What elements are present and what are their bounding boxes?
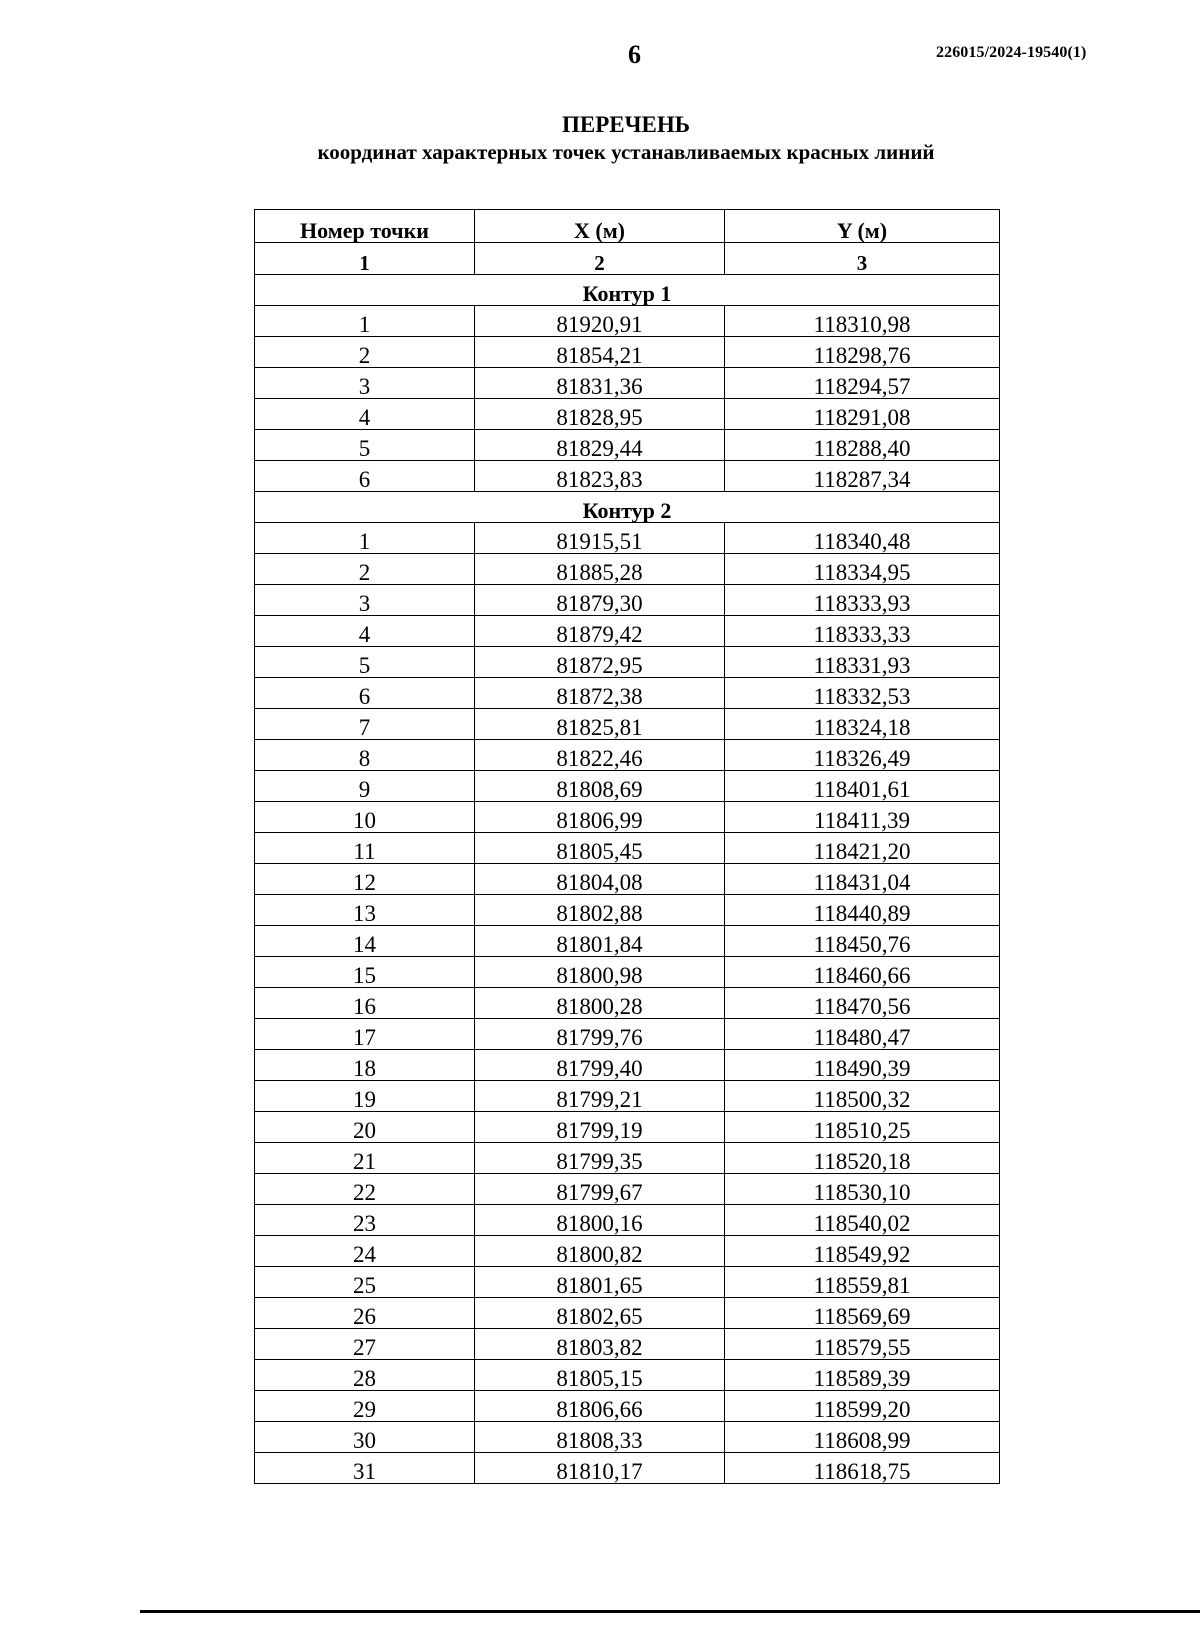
table-row — [255, 988, 1000, 1019]
table-row — [255, 1174, 1000, 1205]
column-header-y: Y (м) — [725, 210, 1000, 243]
y-coordinate-cell: 118520,18 — [725, 1143, 1000, 1174]
point-number-cell: 1 — [255, 306, 475, 337]
contour-label: Контур 2 — [255, 492, 1000, 523]
y-coordinate-cell: 118589,39 — [725, 1360, 1000, 1391]
table-row — [255, 1050, 1000, 1081]
column-number-row — [255, 243, 1000, 275]
point-number-cell: 20 — [255, 1112, 475, 1143]
table-row — [255, 1422, 1000, 1453]
column-number: 3 — [725, 243, 1000, 275]
point-number-cell: 10 — [255, 802, 475, 833]
x-coordinate-cell: 81879,42 — [475, 616, 725, 647]
point-number-cell: 6 — [255, 461, 475, 492]
point-number-cell: 31 — [255, 1453, 475, 1484]
table-row — [255, 430, 1000, 461]
document-subtitle: координат характерных точек устанавливаемых красных линий — [317, 140, 935, 164]
table-row — [255, 399, 1000, 430]
point-number-cell: 2 — [255, 337, 475, 368]
y-coordinate-cell: 118421,20 — [725, 833, 1000, 864]
y-coordinate-cell: 118618,75 — [725, 1453, 1000, 1484]
point-number-cell: 5 — [255, 647, 475, 678]
table-header-row — [255, 210, 1000, 243]
y-coordinate-cell: 118291,08 — [725, 399, 1000, 430]
y-coordinate-cell: 118450,76 — [725, 926, 1000, 957]
x-coordinate-cell: 81872,95 — [475, 647, 725, 678]
x-coordinate-cell: 81822,46 — [475, 740, 725, 771]
column-number: 1 — [255, 243, 475, 275]
y-coordinate-cell: 118298,76 — [725, 337, 1000, 368]
page-number: 6 — [628, 40, 641, 69]
point-number-cell: 7 — [255, 709, 475, 740]
table-row — [255, 1205, 1000, 1236]
x-coordinate-cell: 81805,15 — [475, 1360, 725, 1391]
x-coordinate-cell: 81805,45 — [475, 833, 725, 864]
x-coordinate-cell: 81825,81 — [475, 709, 725, 740]
table-row — [255, 709, 1000, 740]
column-header-point-number: Номер точки — [255, 210, 475, 243]
point-number-cell: 27 — [255, 1329, 475, 1360]
y-coordinate-cell: 118333,93 — [725, 585, 1000, 616]
table-row — [255, 864, 1000, 895]
table-row — [255, 771, 1000, 802]
y-coordinate-cell: 118288,40 — [725, 430, 1000, 461]
point-number-cell: 4 — [255, 399, 475, 430]
x-coordinate-cell: 81831,36 — [475, 368, 725, 399]
x-coordinate-cell: 81799,76 — [475, 1019, 725, 1050]
x-coordinate-cell: 81806,66 — [475, 1391, 725, 1422]
point-number-cell: 28 — [255, 1360, 475, 1391]
point-number-cell: 29 — [255, 1391, 475, 1422]
x-coordinate-cell: 81828,95 — [475, 399, 725, 430]
y-coordinate-cell: 118340,48 — [725, 523, 1000, 554]
x-coordinate-cell: 81823,83 — [475, 461, 725, 492]
x-coordinate-cell: 81800,98 — [475, 957, 725, 988]
x-coordinate-cell: 81799,67 — [475, 1174, 725, 1205]
x-coordinate-cell: 81799,21 — [475, 1081, 725, 1112]
point-number-cell: 8 — [255, 740, 475, 771]
x-coordinate-cell: 81803,82 — [475, 1329, 725, 1360]
point-number-cell: 14 — [255, 926, 475, 957]
point-number-cell: 23 — [255, 1205, 475, 1236]
table-row — [255, 1019, 1000, 1050]
y-coordinate-cell: 118608,99 — [725, 1422, 1000, 1453]
point-number-cell: 9 — [255, 771, 475, 802]
y-coordinate-cell: 118331,93 — [725, 647, 1000, 678]
y-coordinate-cell: 118401,61 — [725, 771, 1000, 802]
x-coordinate-cell: 81872,38 — [475, 678, 725, 709]
y-coordinate-cell: 118540,02 — [725, 1205, 1000, 1236]
y-coordinate-cell: 118549,92 — [725, 1236, 1000, 1267]
point-number-cell: 18 — [255, 1050, 475, 1081]
point-number-cell: 3 — [255, 368, 475, 399]
point-number-cell: 13 — [255, 895, 475, 926]
coordinates-table — [254, 209, 1000, 1484]
table-row — [255, 1298, 1000, 1329]
x-coordinate-cell: 81808,33 — [475, 1422, 725, 1453]
x-coordinate-cell: 81915,51 — [475, 523, 725, 554]
y-coordinate-cell: 118324,18 — [725, 709, 1000, 740]
table-row — [255, 1236, 1000, 1267]
x-coordinate-cell: 81879,30 — [475, 585, 725, 616]
y-coordinate-cell: 118599,20 — [725, 1391, 1000, 1422]
y-coordinate-cell: 118460,66 — [725, 957, 1000, 988]
table-row — [255, 1453, 1000, 1484]
x-coordinate-cell: 81801,84 — [475, 926, 725, 957]
point-number-cell: 1 — [255, 523, 475, 554]
table-row — [255, 616, 1000, 647]
point-number-cell: 17 — [255, 1019, 475, 1050]
column-number: 2 — [475, 243, 725, 275]
y-coordinate-cell: 118333,33 — [725, 616, 1000, 647]
point-number-cell: 25 — [255, 1267, 475, 1298]
point-number-cell: 11 — [255, 833, 475, 864]
y-coordinate-cell: 118287,34 — [725, 461, 1000, 492]
table-body — [255, 243, 1000, 1484]
point-number-cell: 4 — [255, 616, 475, 647]
x-coordinate-cell: 81804,08 — [475, 864, 725, 895]
x-coordinate-cell: 81920,91 — [475, 306, 725, 337]
point-number-cell: 24 — [255, 1236, 475, 1267]
y-coordinate-cell: 118470,56 — [725, 988, 1000, 1019]
table-row — [255, 926, 1000, 957]
x-coordinate-cell: 81829,44 — [475, 430, 725, 461]
point-number-cell: 5 — [255, 430, 475, 461]
point-number-cell: 15 — [255, 957, 475, 988]
y-coordinate-cell: 118294,57 — [725, 368, 1000, 399]
table-row — [255, 306, 1000, 337]
x-coordinate-cell: 81885,28 — [475, 554, 725, 585]
y-coordinate-cell: 118310,98 — [725, 306, 1000, 337]
table-row — [255, 585, 1000, 616]
table-row — [255, 1081, 1000, 1112]
document-title: ПЕРЕЧЕНЬ — [562, 112, 690, 137]
x-coordinate-cell: 81799,40 — [475, 1050, 725, 1081]
x-coordinate-cell: 81802,65 — [475, 1298, 725, 1329]
table-row — [255, 647, 1000, 678]
y-coordinate-cell: 118579,55 — [725, 1329, 1000, 1360]
point-number-cell: 21 — [255, 1143, 475, 1174]
point-number-cell: 19 — [255, 1081, 475, 1112]
table-row — [255, 1360, 1000, 1391]
x-coordinate-cell: 81799,35 — [475, 1143, 725, 1174]
table-row — [255, 1112, 1000, 1143]
table-row — [255, 895, 1000, 926]
table-row — [255, 957, 1000, 988]
table-row — [255, 1267, 1000, 1298]
y-coordinate-cell: 118490,39 — [725, 1050, 1000, 1081]
y-coordinate-cell: 118559,81 — [725, 1267, 1000, 1298]
contour-header-row — [255, 492, 1000, 523]
y-coordinate-cell: 118569,69 — [725, 1298, 1000, 1329]
table-row — [255, 554, 1000, 585]
x-coordinate-cell: 81801,65 — [475, 1267, 725, 1298]
table-row — [255, 740, 1000, 771]
table-row — [255, 1329, 1000, 1360]
table-row — [255, 523, 1000, 554]
x-coordinate-cell: 81800,82 — [475, 1236, 725, 1267]
x-coordinate-cell: 81800,28 — [475, 988, 725, 1019]
x-coordinate-cell: 81800,16 — [475, 1205, 725, 1236]
y-coordinate-cell: 118510,25 — [725, 1112, 1000, 1143]
x-coordinate-cell: 81810,17 — [475, 1453, 725, 1484]
y-coordinate-cell: 118326,49 — [725, 740, 1000, 771]
table-row — [255, 802, 1000, 833]
point-number-cell: 12 — [255, 864, 475, 895]
point-number-cell: 6 — [255, 678, 475, 709]
point-number-cell: 26 — [255, 1298, 475, 1329]
scan-edge-line — [140, 1610, 1200, 1613]
y-coordinate-cell: 118332,53 — [725, 678, 1000, 709]
y-coordinate-cell: 118431,04 — [725, 864, 1000, 895]
table-row — [255, 1391, 1000, 1422]
point-number-cell: 3 — [255, 585, 475, 616]
y-coordinate-cell: 118334,95 — [725, 554, 1000, 585]
table-row — [255, 461, 1000, 492]
point-number-cell: 22 — [255, 1174, 475, 1205]
x-coordinate-cell: 81808,69 — [475, 771, 725, 802]
point-number-cell: 30 — [255, 1422, 475, 1453]
x-coordinate-cell: 81802,88 — [475, 895, 725, 926]
column-header-x: X (м) — [475, 210, 725, 243]
x-coordinate-cell: 81806,99 — [475, 802, 725, 833]
table-row — [255, 368, 1000, 399]
y-coordinate-cell: 118500,32 — [725, 1081, 1000, 1112]
table-row — [255, 337, 1000, 368]
point-number-cell: 2 — [255, 554, 475, 585]
table-row — [255, 678, 1000, 709]
document-id: 226015/2024-19540(1) — [936, 44, 1087, 61]
x-coordinate-cell: 81799,19 — [475, 1112, 725, 1143]
y-coordinate-cell: 118440,89 — [725, 895, 1000, 926]
contour-header-row — [255, 275, 1000, 306]
table-row — [255, 1143, 1000, 1174]
y-coordinate-cell: 118411,39 — [725, 802, 1000, 833]
x-coordinate-cell: 81854,21 — [475, 337, 725, 368]
y-coordinate-cell: 118530,10 — [725, 1174, 1000, 1205]
table-row — [255, 833, 1000, 864]
y-coordinate-cell: 118480,47 — [725, 1019, 1000, 1050]
contour-label: Контур 1 — [255, 275, 1000, 306]
point-number-cell: 16 — [255, 988, 475, 1019]
